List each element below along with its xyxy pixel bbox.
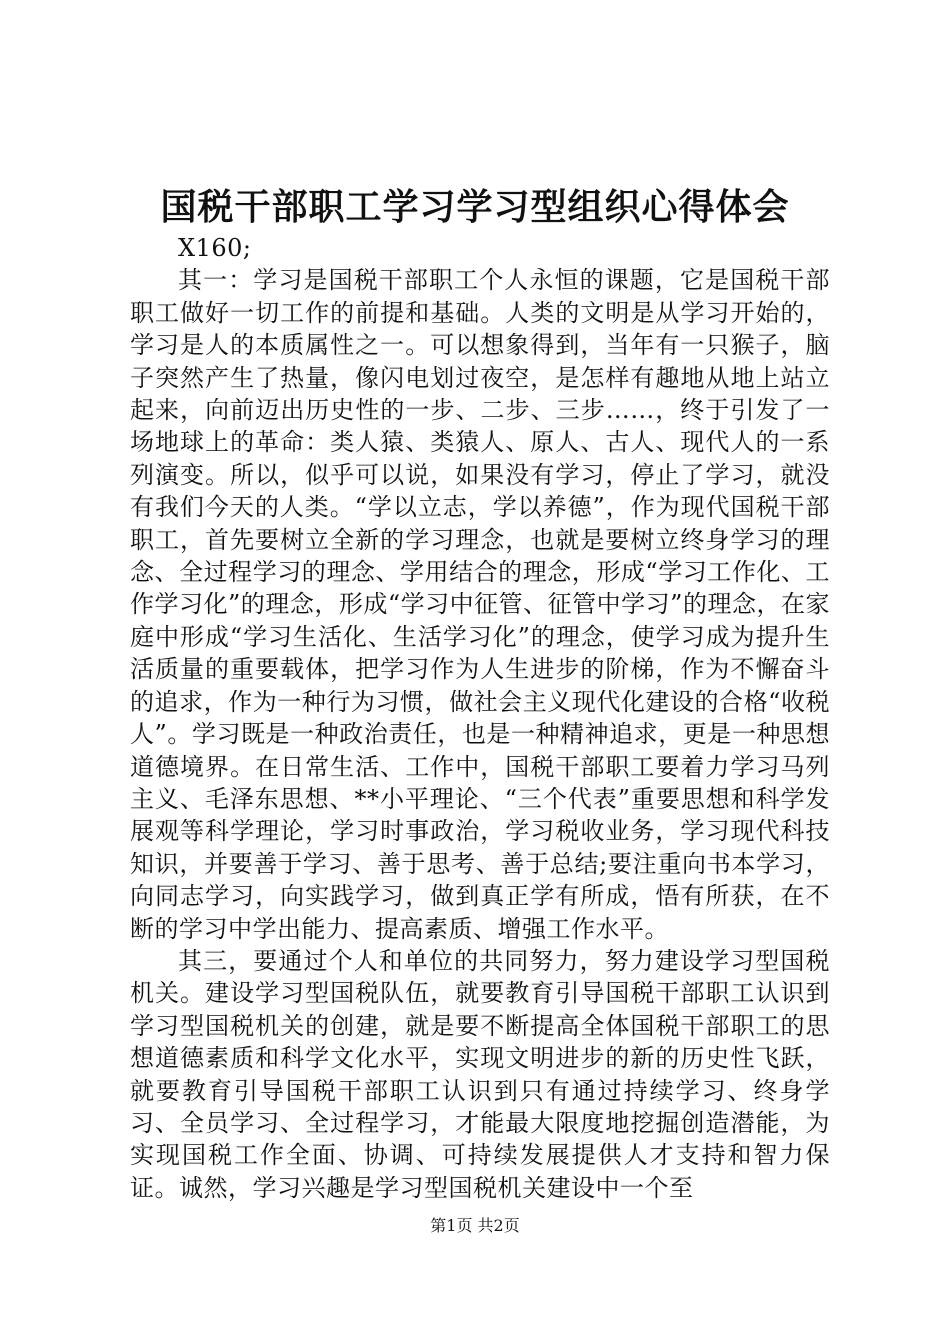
paragraph-three: 其三，要通过个人和单位的共同努力，努力建设学习型国税机关。建设学习型国税队伍，就要教育引导国税干部职工认识到学习型国税机关的创建，就是要不断提高全体国税干部职工的思想道德素质和科学文化水平，实现文明进步的新的历史性飞跃，就要教育引导国税干部职工认识到只有通过持续学习、终身学习、全员学习、全过程学习，才能最大限度地挖掘创造潜能，为实现国税工作全面、协调、可持续发展提供人才支持和智力保证。诚然，学习兴趣是学习型国税机关建设中一个至 — [130, 946, 830, 1202]
page-number-footer: 第1页 共2页 — [430, 1216, 520, 1235]
paragraph-code: X160; — [178, 234, 252, 262]
document-body — [130, 232, 830, 1204]
document-title: 国税干部职工学习学习型组织心得体会 — [160, 187, 790, 228]
paragraph-one: 其一：学习是国税干部职工个人永恒的课题，它是国税干部职工做好一切工作的前提和基础。人类的文明是从学习开始的，学习是人的本质属性之一。可以想象得到，当年有一只猴子，脑子突然产生了热量，像闪电划过夜空，是怎样有趣地从地上站立起来，向前迈出历史性的一步、二步、三步……，终于引发了一场地球上的革命：类人猿、类猿人、原人、古人、现代人的一系列演变。所以，似乎可以说，如果没有学习，停止了学习，就没有我们今天的人类。“学以立志，学以养德”，作为现代国税干部职工，首先要树立全新的学习理念，也就是要树立终身学习的理念、全过程学习的理念、学用结合的理念，形成“学习工作化、工作学习化”的理念，形成“学习中征管、征管中学习”的理念，在家庭中形成“学习生活化、生活学习化”的理念，使学习成为提升生活质量的重要载体，把学习作为人生进步的阶梯，作为不懈奋斗的追求，作为一种行为习惯，做社会主义现代化建设的合格“收税人”。学习既是一种政治责任，也是一种精神追求，更是一种思想道德境界。在日常生活、工作中，国税干部职工要着力学习马列主义、毛泽东思想、**小平理论、“三个代表”重要思想和科学发展观等科学理论，学习时事政治，学习税收业务，学习现代科技知识，并要善于学习、善于思考、善于总结;要注重向书本学习，向同志学习，向实践学习，做到真正学有所成，悟有所获，在不断的学习中学出能力、提高素质、增强工作水平。 — [130, 266, 830, 943]
